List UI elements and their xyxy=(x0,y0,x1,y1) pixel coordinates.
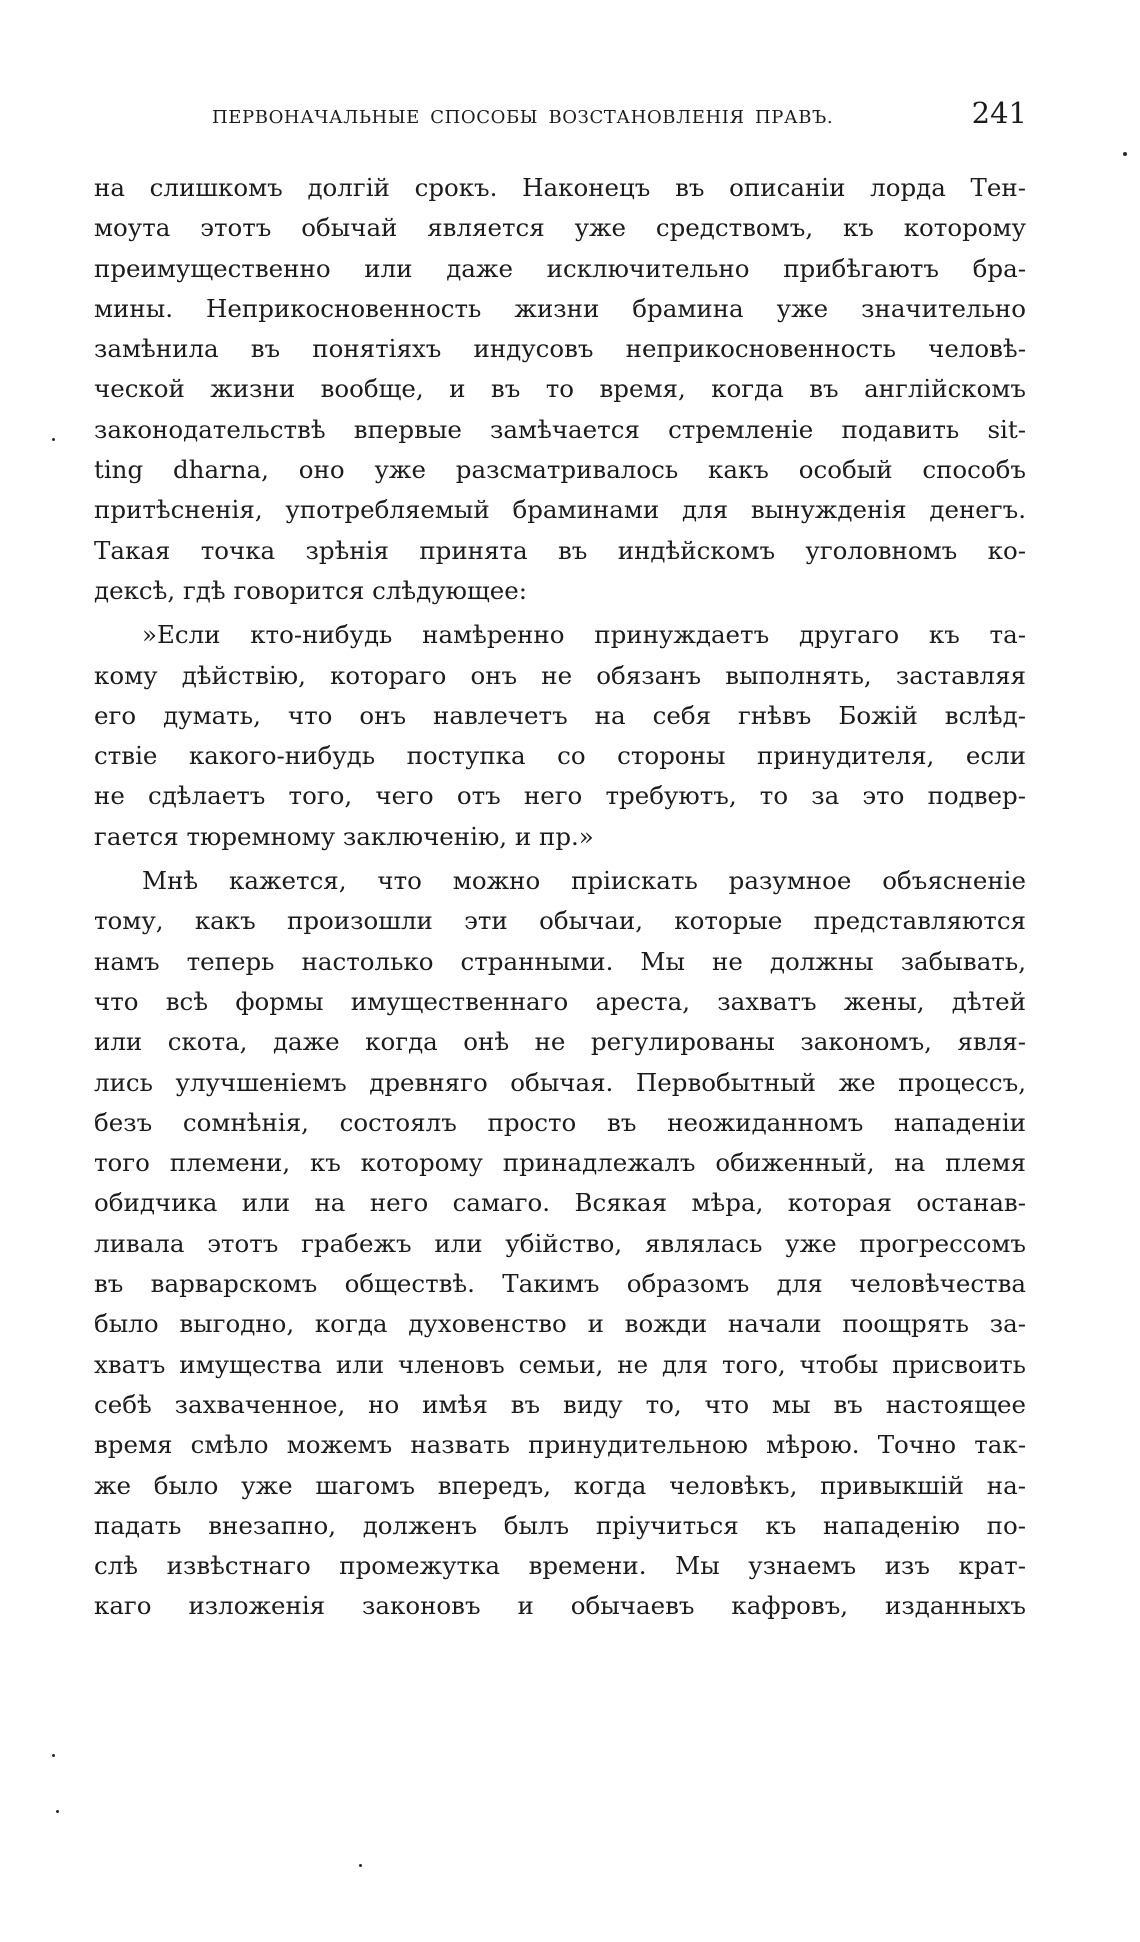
text-line: преимущественно или даже исключительно прибѣгаютъ бра- xyxy=(94,253,1026,283)
text-line: было выгодно, когда духовенство и вожди начали поощрять за- xyxy=(94,1309,1026,1339)
quotation xyxy=(94,615,1026,857)
scan-speck xyxy=(52,1754,55,1757)
text-line: »Если кто-нибудь намѣренно принуждаетъ другаго къ та- xyxy=(142,620,1026,650)
text-line: кому дѣйствію, котораго онъ не обязанъ выполнять, заставляя xyxy=(94,660,1026,690)
paragraph xyxy=(94,861,1026,1627)
text-line: на слишкомъ долгій срокъ. Наконецъ въ описаніи лорда Тен- xyxy=(94,173,1026,202)
text-line: слѣ извѣстнаго промежутка времени. Мы узнаемъ изъ крат- xyxy=(94,1551,1026,1581)
text-line: каго изложенія законовъ и обычаевъ кафровъ, изданныхъ xyxy=(94,1591,1026,1621)
text-line: ливала этотъ грабежъ или убійство, являлась уже прогрессомъ xyxy=(94,1228,1026,1258)
running-head: ПЕРВОНАЧАЛЬНЫЕ СПОСОБЫ ВОЗСТАНОВЛЕНІЯ ПРАВЪ. xyxy=(212,107,834,128)
text-line: Мнѣ кажется, что можно пріискать разумное объясненіе xyxy=(142,866,1026,896)
text-line: хватъ имущества или членовъ семьи, не для того, чтобы присвоить xyxy=(94,1349,1026,1379)
text-line: замѣнила въ понятіяхъ индусовъ неприкосновенность человѣ- xyxy=(94,334,1026,364)
text-line: что всѣ формы имущественнаго ареста, захватъ жены, дѣтей xyxy=(94,986,1026,1016)
scan-speck xyxy=(359,1864,362,1867)
text-line: ческой жизни вообще, и въ то время, когда въ англійскомъ xyxy=(94,374,1026,404)
text-line: безъ сомнѣнія, состоялъ просто въ неожиданномъ нападеніи xyxy=(94,1107,1026,1137)
scan-speck xyxy=(52,438,55,441)
text-line: же было уже шагомъ впередъ, когда человѣкъ, привыкшій на- xyxy=(94,1470,1026,1500)
text-line: или скота, даже когда онѣ не регулированы закономъ, явля- xyxy=(94,1027,1026,1057)
text-line: дексѣ, гдѣ говорится слѣдующее: xyxy=(94,575,528,605)
paragraph xyxy=(94,168,1026,611)
text-line: его думать, что онъ навлечетъ на себя гнѣвъ Божій вслѣд- xyxy=(94,700,1026,730)
text-line: ting dharna, оно уже разсматривалось какъ особый способъ xyxy=(94,455,1026,485)
scan-speck xyxy=(1123,152,1127,156)
body-text xyxy=(94,168,1026,1627)
text-line: ствіе какого-нибудь поступка со стороны принудителя, если xyxy=(94,741,1026,771)
text-line: себѣ захваченное, но имѣя въ виду то, что мы въ настоящее xyxy=(94,1389,1026,1419)
text-line: мины. Неприкосновенность жизни брамина уже значительно xyxy=(94,293,1026,323)
text-line: Такая точка зрѣнія принята въ индѣйскомъ уголовномъ ко- xyxy=(94,535,1026,565)
text-line: тому, какъ произошли эти обычаи, которые представляются xyxy=(94,906,1026,936)
text-line: того племени, къ которому принадлежалъ обиженный, на племя xyxy=(94,1148,1026,1178)
text-line: не сдѣлаетъ того, чего отъ него требуютъ, то за это подвер- xyxy=(94,781,1026,811)
page-number: 241 xyxy=(971,96,1027,130)
text-line: время смѣло можемъ назвать принудительною мѣрою. Точно так- xyxy=(94,1430,1026,1460)
text-line: обидчика или на него самаго. Всякая мѣра, которая останав- xyxy=(94,1188,1026,1218)
page-header xyxy=(212,96,1027,140)
text-line: падать внезапно, долженъ былъ пріучиться къ нападенію по- xyxy=(94,1510,1026,1540)
text-line: моута этотъ обычай является уже средствомъ, къ которому xyxy=(94,213,1026,243)
scan-speck xyxy=(56,1810,59,1813)
text-line: намъ теперь настолько странными. Мы не должны забывать, xyxy=(94,946,1026,976)
text-line: законодательствѣ впервые замѣчается стремленіе подавить sit- xyxy=(94,414,1026,444)
text-line: лись улучшеніемъ древняго обычая. Первобытный же процессъ, xyxy=(94,1067,1026,1097)
text-line: притѣсненія, употребляемый браминами для вынужденія денегъ. xyxy=(94,495,1026,525)
text-line: въ варварскомъ обществѣ. Такимъ образомъ для человѣчества xyxy=(94,1269,1026,1299)
text-line: гается тюремному заключенію, и пр.» xyxy=(94,821,594,851)
